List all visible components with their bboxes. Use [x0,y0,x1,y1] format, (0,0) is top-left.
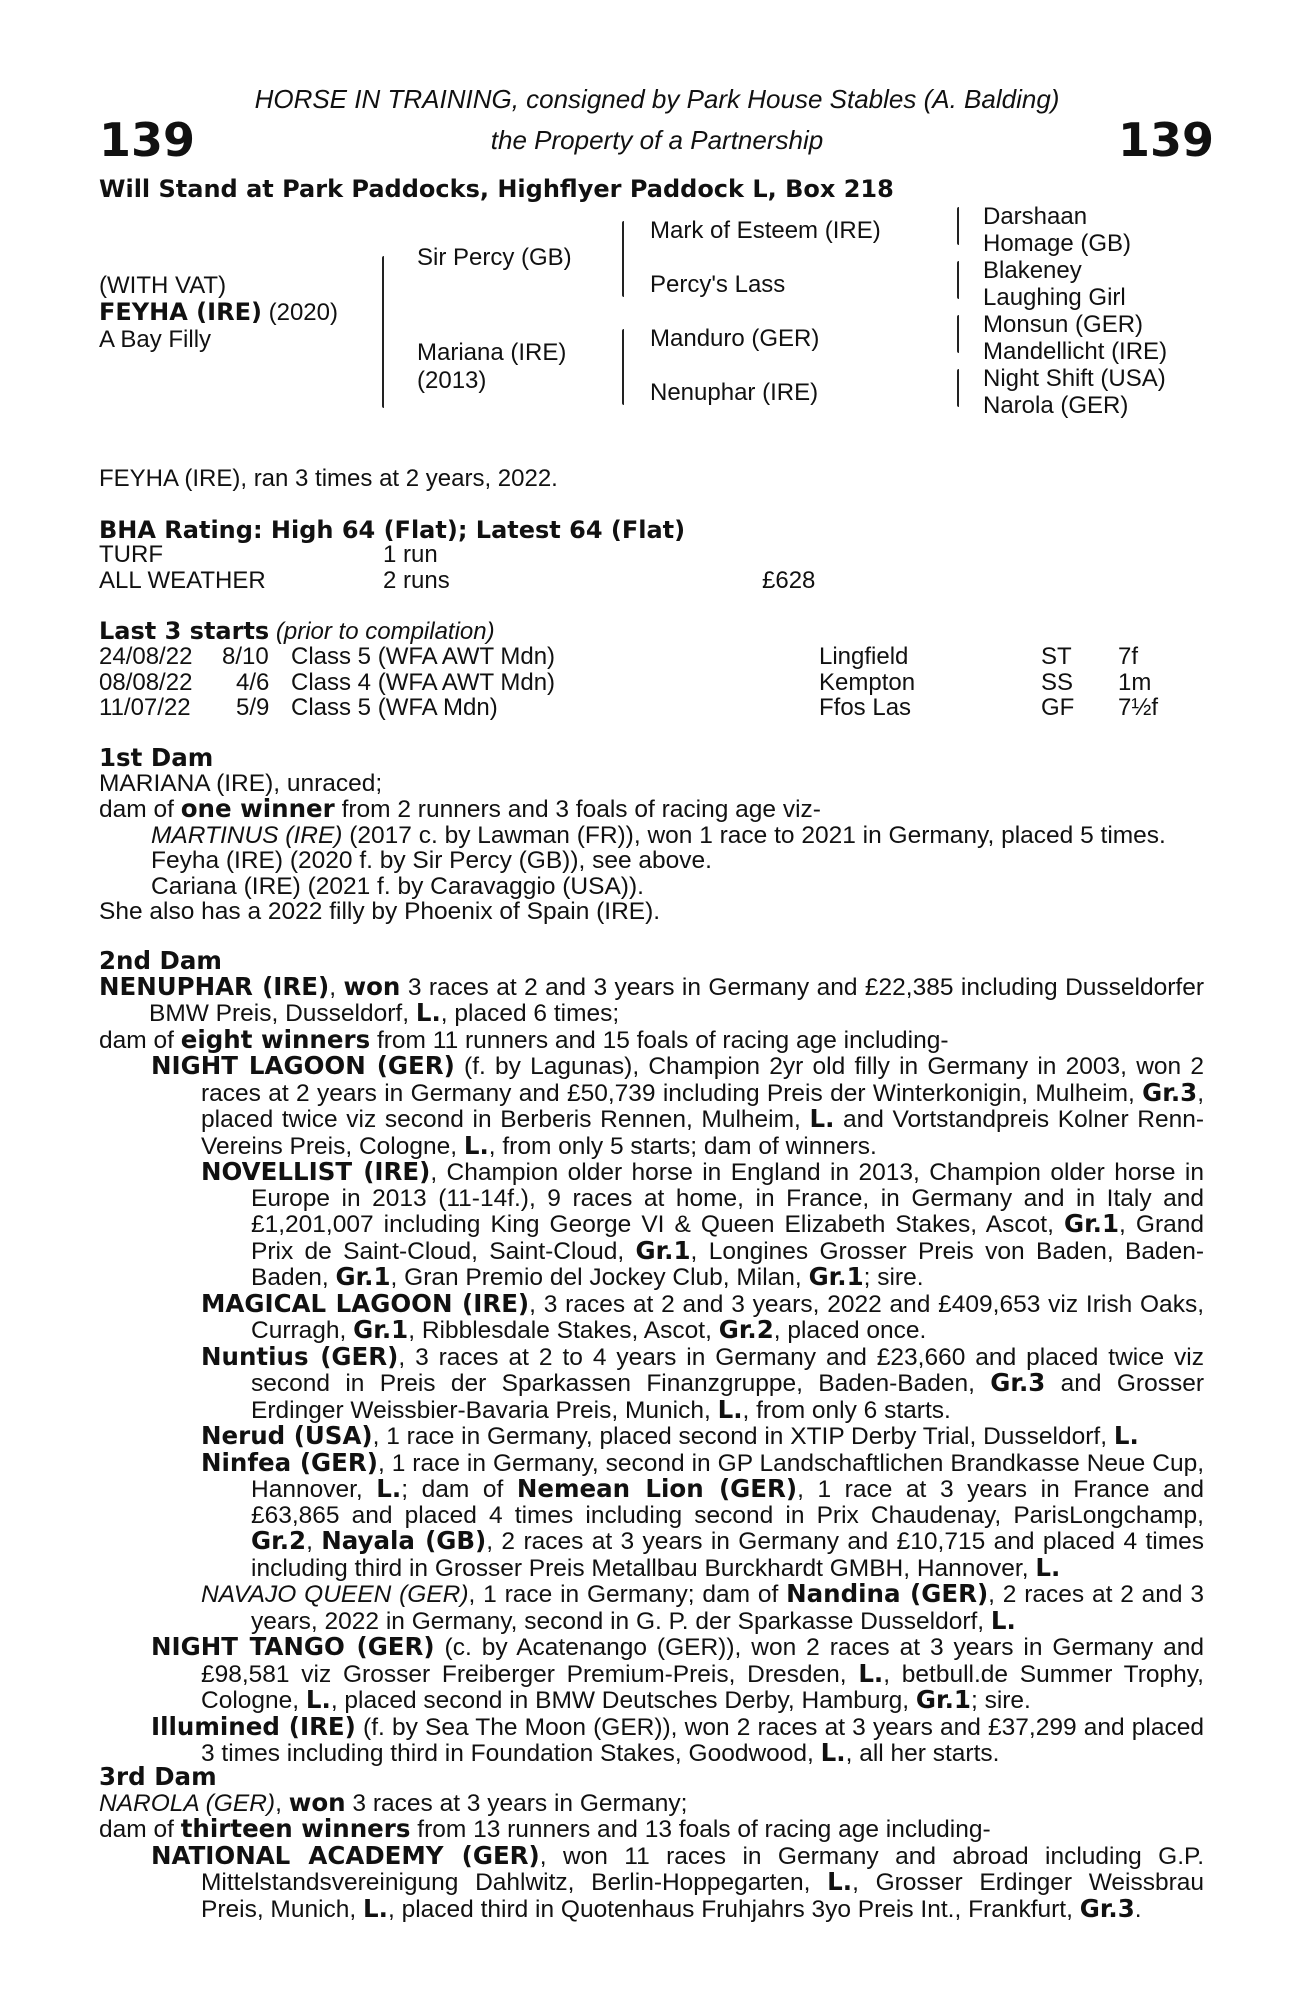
third-dam-record: NAROLA (GER), won 3 races at 3 years in Germany; [99,1787,688,1817]
start-2-going: SS [1041,669,1074,696]
produce-night-lagoon: NIGHT LAGOON (GER) (f. by Lagunas), Champion 2yr old filly in Germany in 2003, won 2 races at 2 years in Germany and £50,739 including Preis der Winterkonigin, Mulheim, Gr.3, placed twice viz second in Berberis Rennen, Mulheim, L. and Vortstandpreis Kolner Renn-Vereins Preis, Cologne, L., from only 5 starts; dam of winners. [151,1051,1205,1160]
pedigree-brace-1 [382,256,384,408]
rating-prize-2: £628 [762,567,816,594]
third-dam-produce-line: dam of thirteen winners from 13 runners and 13 foals of racing age including- [99,1814,991,1843]
start-2-course: Kempton [819,669,916,696]
pedigree-brace-3b [957,261,959,299]
first-dam-note: She also has a 2022 filly by Phoenix of Spain (IRE). [99,898,661,925]
start-2-race: Class 4 (WFA AWT Mdn) [291,669,556,696]
dam: Mariana (IRE) [417,339,567,366]
rating-title: BHA Rating: High 64 (Flat); Latest 64 (Flat) [99,516,686,544]
starts-heading: Last 3 starts [99,617,270,645]
produce-nerud: Nerud (USA), 1 race in Germany, placed second in XTIP Derby Trial, Dusseldorf, L. [201,1421,1139,1450]
sire-sire: Mark of Esteem (IRE) [650,217,881,244]
produce-martinus: MARTINUS (IRE) (2017 c. by Lawman (FR)), won 1 race to 2021 in Germany, placed 5 times. [151,821,1166,849]
dam-dam: Nenuphar (IRE) [650,379,819,406]
produce-nuntius: Nuntius (GER), 3 races at 2 to 4 years in Germany and £23,660 and placed twice viz second in Preis der Sparkassen Finanzgruppe, Baden-Baden, Gr.3 and Grosser Erdinger Weissbier-Bavaria Preis, Munich, L., from only 6 starts. [201,1341,1204,1424]
pedigree-brace-3c [957,315,959,353]
produce-navajo-queen: NAVAJO QUEEN (GER), 1 race in Germany; dam of Nandina (GER), 2 races at 2 and 3 years, 2022 in Germany, second in G. P. der Sparkasse Dusseldorf, L. [201,1579,1205,1635]
third-dam-section [99,1764,1204,1922]
first-dam-produce-line: dam of one winner from 2 runners and 3 foals of racing age viz- [99,794,821,823]
rating-runs-2: 2 runs [383,567,450,594]
produce-night-tango: NIGHT TANGO (GER) (c. by Acatenango (GER)), won 2 races at 3 years in Germany and £98,581 viz Grosser Freiberger Premium-Preis, Dresden, L., betbull.de Summer Trophy, Cologne, L., placed second in BMW Deutsches Derby, Hamburg, Gr.1; sire. [151,1632,1204,1714]
sire: Sir Percy (GB) [417,244,572,271]
horse-title [99,298,338,327]
pedigree-g3: Blakeney [983,257,1082,284]
pedigree-g4: Laughing Girl [983,284,1126,311]
third-dam-heading: 3rd Dam [99,1762,217,1791]
pedigree-g8: Narola (GER) [983,392,1129,419]
horse-name: FEYHA (IRE) [99,298,262,326]
start-1-race: Class 5 (WFA AWT Mdn) [291,643,556,670]
pedigree-g5: Monsun (GER) [983,311,1144,338]
start-2-pos: 4/6 [236,669,270,696]
consignor-line: HORSE IN TRAINING, consigned by Park House Stables (A. Balding) [254,84,1060,114]
pedigree-brace-2a [622,221,624,297]
horse-year: (2020) [268,299,338,326]
rating-runs-1: 1 run [383,541,438,568]
pedigree-brace-3a [957,207,959,245]
start-3-course: Ffos Las [819,694,912,721]
second-dam-produce-line: dam of eight winners from 11 runners and 15 foals of racing age including- [99,1024,949,1054]
starts-subtitle: (prior to compilation) [275,618,495,645]
lot-number-right: 139 [1118,113,1215,167]
property-line: the Property of a Partnership [490,125,824,155]
second-dam-section [99,948,1204,1767]
pedigree-g2: Homage (GB) [983,230,1132,257]
start-1-dist: 7f [1118,643,1139,670]
start-1-course: Lingfield [819,643,909,670]
sire-dam: Percy's Lass [650,271,786,298]
start-3-dist: 7½f [1118,694,1159,721]
second-dam-record: NENUPHAR (IRE), won 3 races at 2 and 3 years in Germany and £22,385 including Dusseldorfer BMW Preis, Dusseldorf, L., placed 6 times; [99,971,1204,1027]
rating-surface-1: TURF [99,541,163,568]
pedigree-brace-3d [957,369,959,407]
start-3-pos: 5/9 [236,694,270,721]
dam-year: (2013) [417,367,487,394]
lot-number-left: 139 [99,113,196,167]
horse-description: A Bay Filly [99,326,212,353]
stall-location: Will Stand at Park Paddocks, Highflyer Paddock L, Box 218 [99,175,894,203]
produce-novellist: NOVELLIST (IRE), Champion older horse in England in 2013, Champion older horse in Europe in 2013 (11-14f.), 9 races at home, in France, in Germany and in Italy and £1,201,007 including King George VI & Queen Elizabeth Stakes, Ascot, Gr.1, Grand Prix de Saint-Cloud, Saint-Cloud, Gr.1, Longines Grosser Preis von Baden, Baden-Baden, Gr.1, Gran Premio del Jockey Club, Milan, Gr.1; sire. [201,1157,1204,1291]
starts-title [99,617,495,646]
start-1-going: ST [1041,643,1072,670]
produce-magical-lagoon: MAGICAL LAGOON (IRE), 3 races at 2 and 3 years, 2022 and £409,653 viz Irish Oaks, Curragh, Gr.1, Ribblesdale Stakes, Ascot, Gr.2, placed once. [201,1288,1204,1344]
rating-surface-2: ALL WEATHER [99,567,266,594]
second-dam-heading: 2nd Dam [99,946,222,975]
dam-sire: Manduro (GER) [650,325,820,352]
pedigree-brace-2b [622,329,624,405]
start-3-race: Class 5 (WFA Mdn) [291,694,498,721]
start-2-date: 08/08/22 [99,669,193,696]
produce-feyha: Feyha (IRE) (2020 f. by Sir Percy (GB)), see above. [151,847,712,874]
produce-illumined: Illumined (IRE) (f. by Sea The Moon (GER)), won 2 races at 3 years and £37,299 and placed 3 times including third in Foundation Stakes, Goodwood, L., all her starts. [151,1711,1204,1767]
pedigree-g1: Darshaan [983,203,1088,230]
vat-note: (WITH VAT) [99,272,227,299]
start-1-date: 24/08/22 [99,643,193,670]
produce-cariana: Cariana (IRE) (2021 f. by Caravaggio (USA)). [151,872,644,900]
first-dam-section [99,745,1204,925]
start-2-dist: 1m [1118,669,1152,696]
start-1-pos: 8/10 [222,643,269,670]
produce-national-academy: NATIONAL ACADEMY (GER), won 11 races in Germany and abroad including G.P. Mittelstandsvereinigung Dahlwitz, Berlin-Hoppegarten, L., Grosser Erdinger Weissbrau Preis, Munich, L., placed third in Quotenhaus Fruhjahrs 3yo Preis Int., Frankfurt, Gr.3. [151,1840,1204,1923]
pedigree-g6: Mandellicht (IRE) [983,338,1168,365]
race-summary: FEYHA (IRE), ran 3 times at 2 years, 2022. [99,465,558,492]
pedigree-g7: Night Shift (USA) [983,365,1166,392]
first-dam-line: MARIANA (IRE), unraced; [99,769,383,797]
produce-ninfea: Ninfea (GER), 1 race in Germany, second in GP Landschaftlichen Brandkasse Neue Cup, Hannover, L.; dam of Nemean Lion (GER), 1 race at 3 years in France and £63,865 and placed 4 times including second in Prix Chaudenay, ParisLongchamp, Gr.2, Nayala (GB), 2 races at 3 years in Germany and £10,715 and placed 4 times including third in Grosser Preis Metallbau Burckhardt GMBH, Hannover, L. [201,1447,1205,1582]
first-dam-heading: 1st Dam [99,743,214,772]
start-3-going: GF [1041,694,1075,721]
start-3-date: 11/07/22 [99,694,191,721]
